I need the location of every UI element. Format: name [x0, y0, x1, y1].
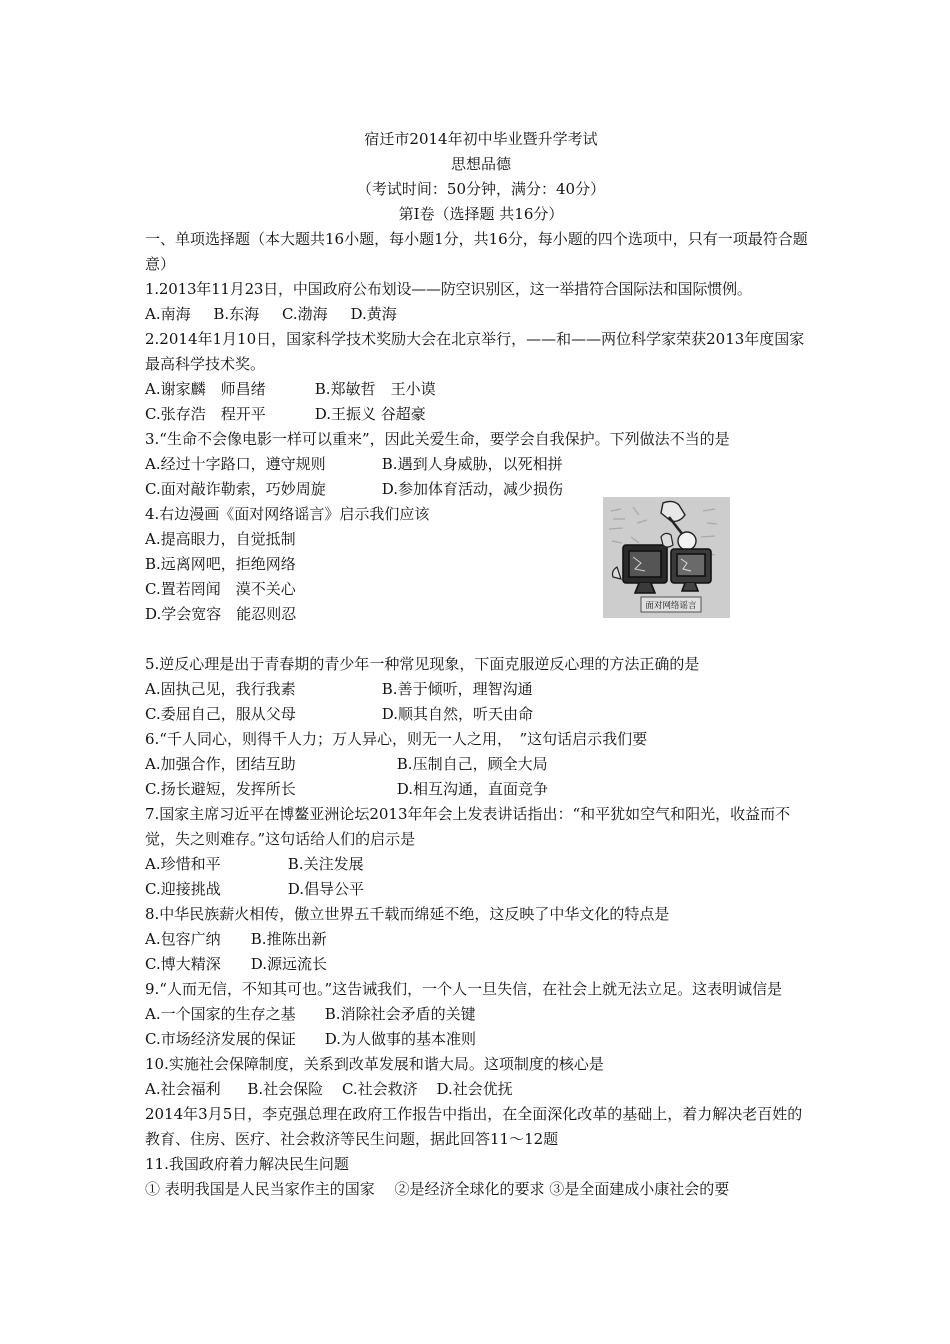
q10-option-c: C.社会救济	[341, 1080, 418, 1098]
q5-stem: 5.逆反心理是出于青春期的青少年一种常见现象，下面克服逆反心理的方法正确的是	[145, 655, 700, 673]
q11-stem: 11.我国政府着力解决民生问题	[145, 1155, 349, 1173]
q3-option-a: A.经过十字路口，遵守规则	[145, 455, 326, 473]
q8-options-row2	[145, 952, 817, 977]
q11-items: ① 表明我国是人民当家作主的国家 ②是经济全球化的要求 ③是全面建成小康社会的要	[145, 1180, 730, 1198]
q4-spacer	[145, 627, 817, 652]
q1-options	[145, 302, 817, 327]
q3-option-c: C.面对敲诈勒索，巧妙周旋	[145, 480, 326, 498]
q1-option-b: B.东海	[213, 305, 260, 323]
q9-stem: 9.“人而无信，不知其可也。”这告诫我们，一个人一旦失信，在社会上就无法立足。这表明诚信是	[145, 980, 783, 998]
q8-option-b: B.推陈出新	[250, 930, 327, 948]
q3-options-row1	[145, 452, 817, 477]
section1-instruction: 一、单项选择题（本大题共16小题，每小题1分，共16分，每小题的四个选项中，只有一项最符合题意）	[145, 230, 808, 273]
q10-option-d: D.社会优抚	[436, 1080, 513, 1098]
q8-options-row1	[145, 927, 817, 952]
q1-option-c: C.渤海	[281, 305, 328, 323]
q10-option-b: B.社会保险	[247, 1080, 324, 1098]
q5-option-b: B.善于倾听，理智沟通	[381, 680, 533, 698]
q5-option-d: D.顺其自然，听天由命	[381, 705, 534, 723]
q1-stem: 1.2013年11月23日，中国政府公布划设——防空识别区，这一举措符合国际法和国际惯例。	[145, 280, 752, 298]
q9-option-c: C.市场经济发展的保证	[145, 1030, 296, 1048]
q9-option-d: D.为人做事的基本准则	[324, 1030, 477, 1048]
q9-options-row1	[145, 1002, 817, 1027]
q2-option-d: D.王振义 谷超豪	[314, 405, 426, 423]
q4-option-d: D.学会宽容 能忍则忍	[145, 605, 297, 623]
q2-options-row2	[145, 402, 817, 427]
q3-stem: 3.“生命不会像电影一样可以重来”，因此关爱生命，要学会自我保护。下列做法不当的是	[145, 430, 730, 448]
q8-option-c: C.博大精深	[145, 955, 221, 973]
q1-option-d: D.黄海	[350, 305, 397, 323]
exam-title: 宿迁市2014年初中毕业暨升学考试	[364, 130, 598, 148]
q5-option-a: A.固执己见，我行我素	[145, 680, 296, 698]
q9-option-b: B.消除社会矛盾的关键	[324, 1005, 476, 1023]
q9-option-a: A.一个国家的生存之基	[145, 1005, 296, 1023]
q5-options-row2	[145, 702, 817, 727]
cartoon-drawing	[603, 497, 730, 618]
q4-option-a: A.提高眼力，自觉抵制	[145, 530, 296, 548]
q1-option-a: A.南海	[145, 305, 191, 323]
q6-option-a: A.加强合作，团结互助	[145, 755, 296, 773]
q7-options-row2	[145, 877, 817, 902]
q7-option-a: A.珍惜和平	[145, 855, 221, 873]
q4-option-b: B.远离网吧，拒绝网络	[145, 555, 296, 573]
q7-option-b: B.关注发展	[287, 855, 364, 873]
q10-stem: 10.实施社会保障制度，关系到改革发展和谐大局。这项制度的核心是	[145, 1055, 604, 1073]
q9-options-row2	[145, 1027, 817, 1052]
q2-option-a: A.谢家麟 师昌绪	[145, 380, 266, 398]
q2-option-b: B.郑敏哲 王小谟	[314, 380, 436, 398]
exam-subject: 思想品德	[450, 155, 511, 173]
q10-option-a: A.社会福利	[145, 1080, 221, 1098]
q7-options-row1	[145, 852, 817, 877]
exam-info: （考试时间：50分钟，满分：40分）	[356, 180, 606, 198]
q7-option-d: D.倡导公平	[287, 880, 365, 898]
q3-option-b: B.遇到人身威胁，以死相拼	[381, 455, 563, 473]
q2-stem: 2.2014年1月10日，国家科学技术奖励大会在北京举行，——和——两位科学家荣获2013年度国家最高科学技术奖。	[145, 330, 805, 373]
q4-cartoon-image	[603, 497, 730, 618]
q5-options-row1	[145, 677, 817, 702]
q6-option-d: D.相互沟通，直面竞争	[396, 780, 549, 798]
q3-option-d: D.参加体育活动，减少损伤	[381, 480, 564, 498]
q6-option-c: C.扬长避短，发挥所长	[145, 780, 296, 798]
q4-option-c: C.置若罔闻 漠不关心	[145, 580, 296, 598]
exam-content	[145, 127, 817, 1202]
q10-options	[145, 1077, 817, 1102]
q6-options-row1	[145, 752, 817, 777]
q4-stem: 4.右边漫画《面对网络谣言》启示我们应该	[145, 505, 430, 523]
q5-option-c: C.委屈自己，服从父母	[145, 705, 296, 723]
q7-stem: 7.国家主席习近平在博鳌亚洲论坛2013年年会上发表讲话指出：“和平犹如空气和阳光，收益而不觉，失之则难存。”这句话给人们的启示是	[145, 805, 791, 848]
q2-options-row1	[145, 377, 817, 402]
passage-11-12: 2014年3月5日，李克强总理在政府工作报告中指出，在全面深化改革的基础上，着力解决老百姓的教育、住房、医疗、社会救济等民生问题，据此回答11～12题	[145, 1105, 803, 1148]
q8-stem: 8.中华民族薪火相传，傲立世界五千载而绵延不绝，这反映了中华文化的特点是	[145, 905, 670, 923]
cartoon-caption: 面对网络谣言	[645, 601, 697, 611]
q6-option-b: B.压制自己，顾全大局	[396, 755, 548, 773]
q8-option-d: D.源远流长	[250, 955, 328, 973]
q2-option-c: C.张存浩 程开平	[145, 405, 266, 423]
q6-options-row2	[145, 777, 817, 802]
part1-title: 第Ⅰ卷（选择题 共16分）	[398, 205, 564, 223]
q7-option-c: C.迎接挑战	[145, 880, 221, 898]
q6-stem: 6.“千人同心，则得千人力；万人异心，则无一人之用， ”这句话启示我们要	[145, 730, 648, 748]
q8-option-a: A.包容广纳	[145, 930, 221, 948]
